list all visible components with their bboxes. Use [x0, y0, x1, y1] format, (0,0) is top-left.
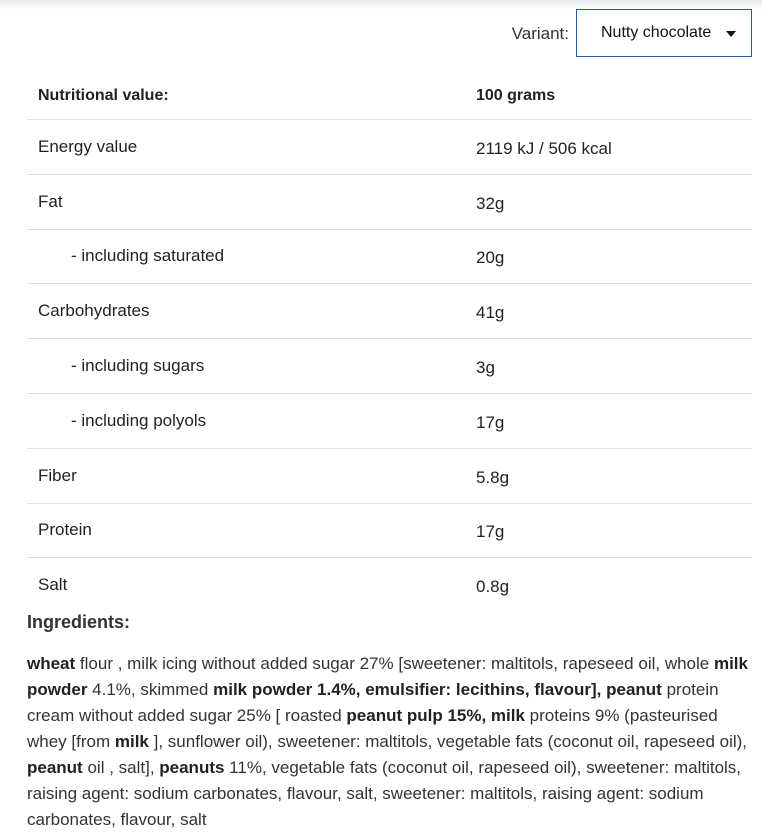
- variant-row: [0, 9, 752, 57]
- variant-selected-value: Nutty chocolate: [601, 24, 712, 41]
- ingredients-title: Ingredients:: [27, 612, 131, 632]
- header-amount: 100 grams: [465, 72, 752, 120]
- ingredient-text: ], sunflower oil), sweetener: maltitols, vegetable fats (coconut oil, rapeseed oil),: [148, 732, 748, 751]
- ingredient-allergen: wheat: [27, 654, 76, 673]
- ingredient-allergen: milk powder 1.4%, emulsifier: lecithins, flavour],: [213, 680, 602, 699]
- ingredient-allergen: peanut: [606, 680, 662, 699]
- nutrient-name: Fiber: [27, 448, 465, 503]
- nutrient-value: 3g: [465, 339, 752, 394]
- variant-select[interactable]: [576, 9, 752, 57]
- table-row: [27, 174, 752, 229]
- table-row: [27, 284, 752, 339]
- table-row: [27, 558, 752, 612]
- ingredient-text: protein cream without added sugar 25% [ roasted: [27, 680, 719, 725]
- header-nutritional-value: Nutritional value:: [27, 72, 465, 120]
- ingredient-allergen: peanut pulp 15%, milk: [346, 706, 525, 725]
- nutrient-name: Carbohydrates: [27, 284, 465, 339]
- table-header-row: [27, 72, 752, 120]
- nutrition-table: [27, 72, 752, 612]
- ingredients-text: [27, 651, 752, 833]
- nutrient-value: 20g: [465, 229, 752, 284]
- nutrient-value: 17g: [465, 393, 752, 448]
- table-row: [27, 448, 752, 503]
- nutrient-value: 41g: [465, 284, 752, 339]
- nutrient-name: Salt: [38, 575, 68, 595]
- ingredient-text: proteins 9% (pasteurised whey [from: [27, 706, 718, 751]
- chevron-down-icon: [726, 31, 736, 37]
- table-row: [27, 229, 752, 284]
- ingredient-text: 11%, vegetable fats (coconut oil, rapeseed oil), sweetener: maltitols, raising agent: sodium carbonates, flavour, salt, sweetener: maltitols, raising agent: sodium carbonates, flavour, salt: [27, 758, 742, 829]
- nutrient-value: 5.8g: [465, 448, 752, 503]
- nutrient-value: 0.8g: [476, 577, 510, 597]
- variant-label: Variant:: [511, 24, 569, 43]
- nutrient-name: Energy value: [27, 120, 465, 175]
- table-row: [27, 503, 752, 558]
- nutrient-value: 2119 kJ / 506 kcal: [465, 120, 752, 175]
- ingredient-text: 4.1%, skimmed: [87, 680, 214, 699]
- nutrient-name: Protein: [27, 503, 465, 558]
- ingredient-text: flour , milk icing without added sugar 27% [sweetener: maltitols, rapeseed oil, whole: [75, 654, 714, 673]
- table-row: [27, 120, 752, 175]
- nutrient-name: - including sugars: [27, 339, 465, 394]
- nutrient-value: 32g: [465, 174, 752, 229]
- nutrient-name: - including saturated: [27, 229, 465, 284]
- ingredient-allergen: milk: [114, 732, 149, 751]
- table-row: [27, 393, 752, 448]
- nutrient-name: Fat: [27, 174, 465, 229]
- ingredient-allergen: peanut: [27, 758, 83, 777]
- ingredient-allergen: milk powder: [27, 654, 748, 699]
- ingredient-text: oil , salt],: [82, 758, 160, 777]
- ingredient-allergen: peanuts: [159, 758, 225, 777]
- nutrient-value: 17g: [465, 503, 752, 558]
- nutrient-name: - including polyols: [27, 393, 465, 448]
- table-row: [27, 339, 752, 394]
